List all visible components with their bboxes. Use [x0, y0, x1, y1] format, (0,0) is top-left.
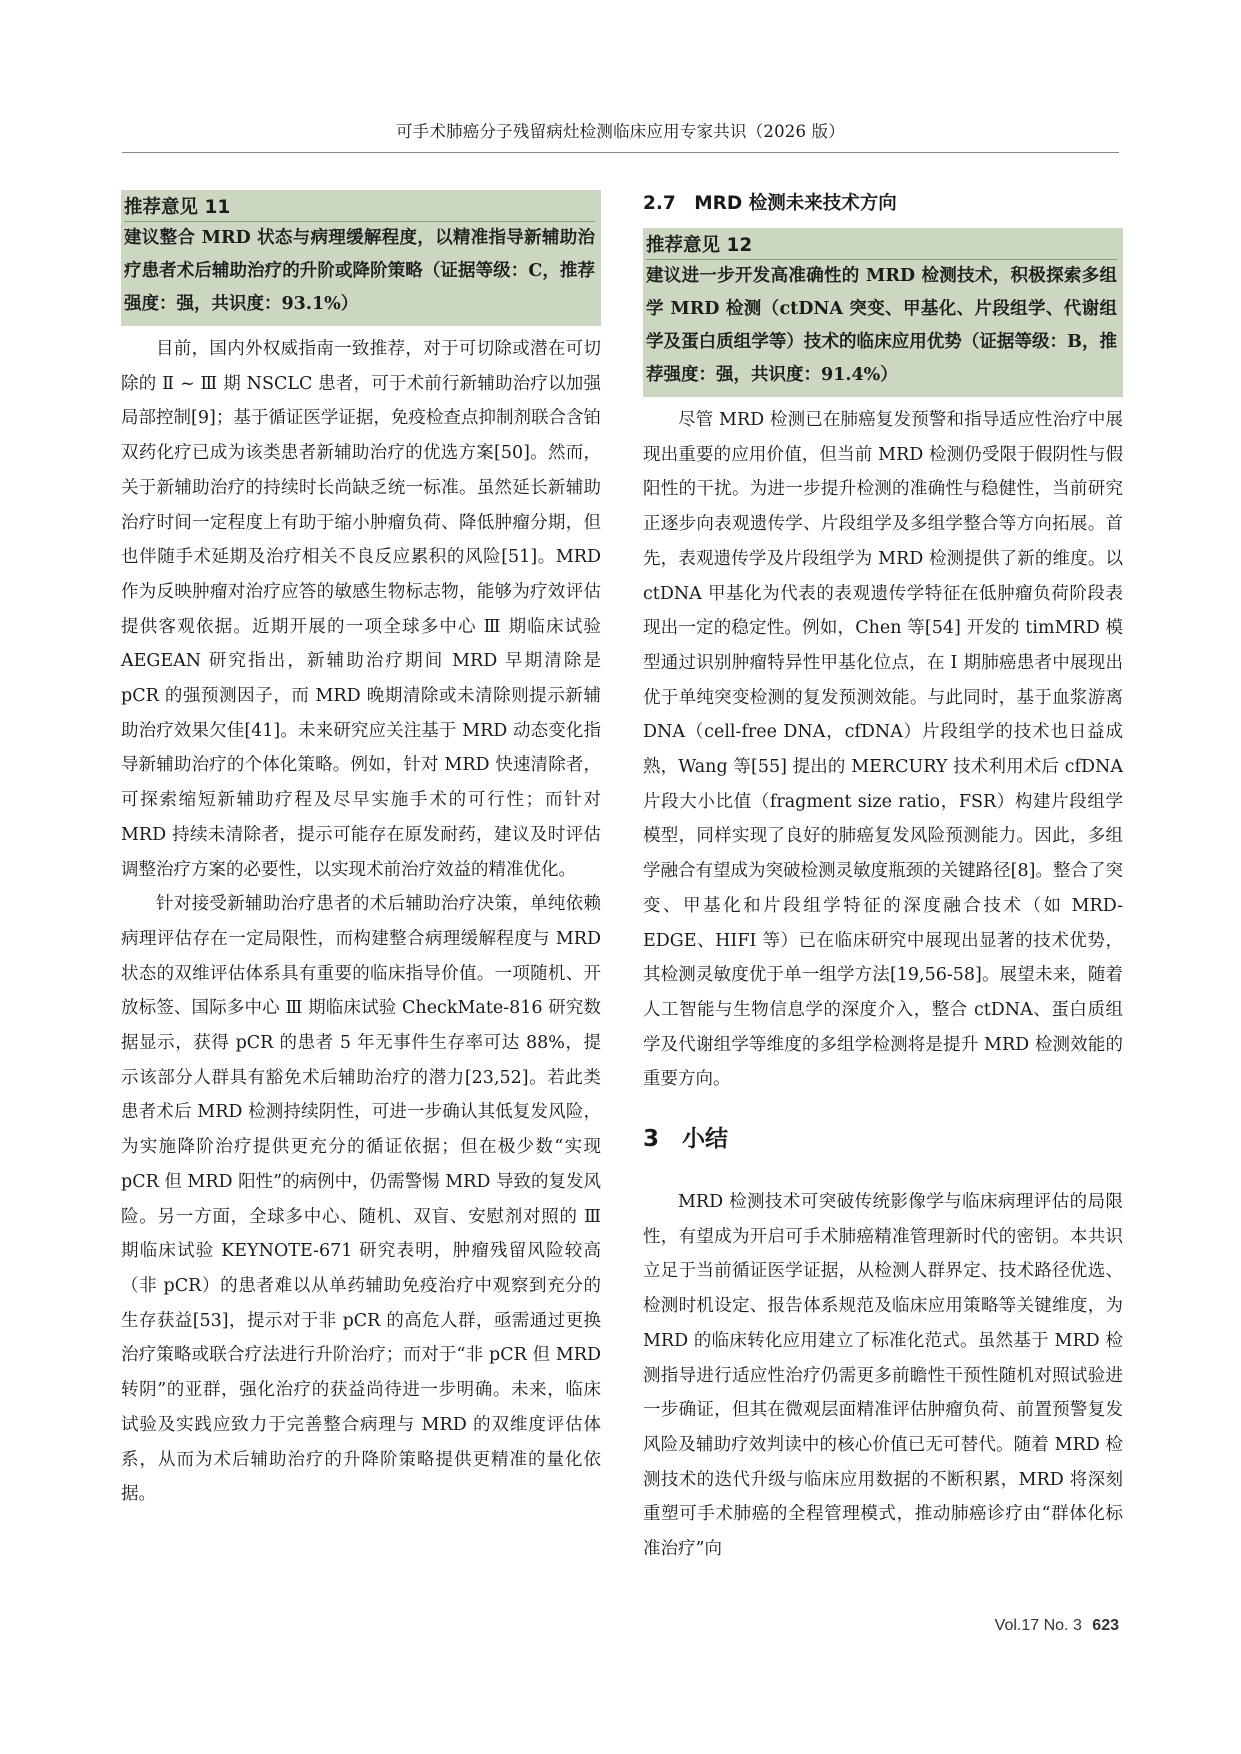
page-number: 623	[1092, 1617, 1119, 1634]
section-title-3: 3 小结	[643, 1126, 729, 1153]
page-footer	[995, 1617, 1119, 1635]
body-paragraph: 针对接受新辅助治疗患者的术后辅助治疗决策，单纯依赖病理评估存在一定局限性，而构建整合病理缓解程度与 MRD 状态的双维评估体系具有重要的临床指导价值。一项随机、开放标签、国际多中心 Ⅲ 期临床试验 CheckMate-816 研究数据显示，获得 pCR 的患者 5 年无事件生存率可达 88%，提示该部分人群具有豁免术后辅助治疗的潜力[23,52]。若此类患者术后 MRD 检测持续阴性，可进一步确认其低复发风险，为实施降阶治疗提供更充分的循证依据；但在极少数“实现 pCR 但 MRD 阳性”的病例中，仍需警惕 MRD 导致的复发风险。另一方面，全球多中心、随机、双盲、安慰剂对照的 Ⅲ 期临床试验 KEYNOTE-671 研究表明，肿瘤残留风险较高（非 pCR）的患者难以从单药辅助免疫治疗中观察到充分的生存获益[53]，提示对于非 pCR 的高危人群，亟需通过更换治疗策略或联合疗法进行升阶治疗；而对于“非 pCR 但 MRD 转阴”的亚群，强化治疗的获益尚待进一步明确。未来，临床试验及实践应致力于完善整合病理与 MRD 的双维度评估体系，从而为术后辅助治疗的升降阶策略提供更精准的量化依据。	[121, 894, 601, 1505]
body-paragraph: 尽管 MRD 检测已在肺癌复发预警和指导适应性治疗中展现出重要的应用价值，但当前 MRD 检测仍受限于假阴性与假阳性的干扰。为进一步提升检测的准确性与稳健性，当前研究正逐步向表观遗传学、片段组学及多组学整合等方向拓展。首先，表观遗传学及片段组学为 MRD 检测提供了新的维度。以 ctDNA 甲基化为代表的表观遗传学特征在低肿瘤负荷阶段表现出一定的稳定性。例如，Chen 等[54] 开发的 timMRD 模型通过识别肿瘤特异性甲基化位点，在 Ⅰ 期肺癌患者中展现出优于单纯突变检测的复发预测效能。与此同时，基于血浆游离 DNA（cell-free DNA，cfDNA）片段组学的技术也日益成熟，Wang 等[55] 提出的 MERCURY 技术利用术后 cfDNA 片段大小比值（fragment size ratio，FSR）构建片段组学模型，同样实现了良好的肺癌复发风险预测能力。因此，多组学融合有望成为突破检测灵敏度瓶颈的关键路径[8]。整合了突变、甲基化和片段组学特征的深度融合技术（如 MRD-EDGE、HIFI 等）已在临床研究中展现出显著的技术优势，其检测灵敏度优于单一组学方法[19,56-58]。展望未来，随着人工智能与生物信息学的深度介入，整合 ctDNA、蛋白质组学及代谢组学等维度的多组学检测将是提升 MRD 检测效能的重要方向。	[643, 410, 1123, 1090]
recommendation-box-11	[121, 190, 601, 326]
running-head-title: 可手术肺癌分子残留病灶检测临床应用专家共识（2026 版）	[395, 122, 846, 141]
journal-volume: Vol.17 No. 3	[994, 1617, 1082, 1634]
body-paragraph: MRD 检测技术可突破传统影像学与临床病理评估的局限性，有望成为开启可手术肺癌精准管理新时代的密钥。本共识立足于当前循证医学证据，从检测人群界定、技术路径优选、检测时机设定、报告体系规范及临床应用策略等关键维度，为 MRD 的临床转化应用建立了标准化范式。虽然基于 MRD 检测指导进行适应性治疗仍需更多前瞻性干预性随机对照试验进一步确证，但其在微观层面精准评估肿瘤负荷、前置预警复发风险及辅助疗效判读中的核心价值已无可替代。随着 MRD 检测技术的迭代升级与临床应用数据的不断积累，MRD 将深刻重塑可手术肺癌的全程管理模式，推动肺癌诊疗由“群体化标准治疗”向	[643, 1192, 1123, 1560]
header-rule	[122, 152, 1119, 153]
recommendation-text: 建议整合 MRD 状态与病理缓解程度，以精准指导新辅助治疗患者术后辅助治疗的升阶或降阶策略（证据等级：C，推荐强度：强，共识度：93.1%）	[124, 228, 595, 314]
recommendation-title: 推荐意见 12	[646, 232, 1117, 260]
right-column	[643, 190, 1123, 1567]
recommendation-text: 建议进一步开发高准确性的 MRD 检测技术，积极探索多组学 MRD 检测（ctDNA 突变、甲基化、片段组学、代谢组学及蛋白质组学等）技术的临床应用优势（证据等级：B，推荐强度：强，共识度：91.4%）	[646, 266, 1117, 385]
recommendation-title: 推荐意见 11	[124, 194, 595, 222]
body-paragraph: 目前，国内外权威指南一致推荐，对于可切除或潜在可切除的 Ⅱ ~ Ⅲ 期 NSCLC 患者，可于术前行新辅助治疗以加强局部控制[9]；基于循证医学证据，免疫检查点抑制剂联合含铂双药化疗已成为该类患者新辅助治疗的优选方案[50]。然而，关于新辅助治疗的持续时长尚缺乏统一标准。虽然延长新辅助治疗时间一定程度上有助于缩小肿瘤负荷、降低肿瘤分期，但也伴随手术延期及治疗相关不良反应累积的风险[51]。MRD 作为反映肿瘤对治疗应答的敏感生物标志物，能够为疗效评估提供客观依据。近期开展的一项全球多中心 Ⅲ 期临床试验 AEGEAN 研究指出，新辅助治疗期间 MRD 早期清除是 pCR 的强预测因子，而 MRD 晚期清除或未清除则提示新辅助治疗效果欠佳[41]。未来研究应关注基于 MRD 动态变化指导新辅助治疗的个体化策略。例如，针对 MRD 快速清除者，可探索缩短新辅助疗程及尽早实施手术的可行性；而针对 MRD 持续未清除者，提示可能存在原发耐药，建议及时评估调整治疗方案的必要性，以实现术前治疗效益的精准优化。	[121, 339, 601, 880]
recommendation-box-12	[643, 228, 1123, 397]
left-column	[121, 190, 601, 1512]
section-heading-2-7: 2.7 MRD 检测未来技术方向	[643, 193, 897, 214]
